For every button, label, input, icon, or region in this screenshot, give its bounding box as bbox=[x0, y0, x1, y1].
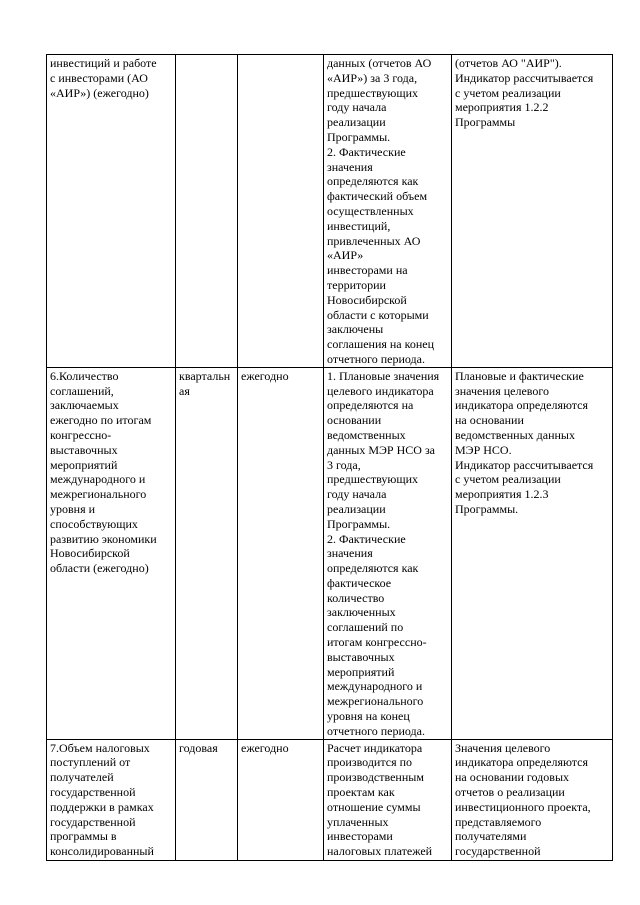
indicator-table bbox=[46, 54, 613, 861]
table-row bbox=[47, 367, 613, 739]
indicator-cell: 6.Количество соглашений, заключаемых ежегодно по итогам конгрессно- выставочных мероприятий международного и межрегионального уровня и способствующих развитию экономики Новосибирской области (ежегодно) bbox=[47, 367, 176, 739]
indicator-cell: 7.Объем налоговых поступлений от получателей государственной поддержки в рамках государственной программы в консолидированный bbox=[47, 739, 176, 860]
method-cell: данных (отчетов АО «АИР») за 3 года, предшествующих году начала реализации Программы. 2. Фактические значения определяются как фактический объем осуществленных инвестиций, привлеченных АО «АИР» инвесторами на территории Новосибирской области с которыми заключены соглашения на конец отчетного периода. bbox=[324, 55, 452, 368]
frequency-cell: ежегодно bbox=[238, 367, 324, 739]
period-cell: квартальн ая bbox=[176, 367, 238, 739]
method-cell: 1. Плановые значения целевого индикатора определяются на основании ведомственных данных МЭР НСО за 3 года, предшествующих году начала реализации Программы. 2. Фактические значения определяются как фактическое количество заключенных соглашений по итогам конгрессно- выставочных мероприятий международного и межрегионального уровня на конец отчетного периода. bbox=[324, 367, 452, 739]
source-cell: (отчетов АО "АИР"). Индикатор рассчитывается с учетом реализации мероприятия 1.2.2 Программы bbox=[452, 55, 613, 368]
period-cell bbox=[176, 55, 238, 368]
indicator-cell: инвестиций и работе с инвесторами (АО «АИР») (ежегодно) bbox=[47, 55, 176, 368]
table-row bbox=[47, 739, 613, 860]
source-cell: Значения целевого индикатора определяются на основании годовых отчетов о реализации инвестиционного проекта, представляемого получателями государственной bbox=[452, 739, 613, 860]
period-cell: годовая bbox=[176, 739, 238, 860]
method-cell: Расчет индикатора производится по производственным проектам как отношение суммы уплаченных инвесторами налоговых платежей bbox=[324, 739, 452, 860]
source-cell: Плановые и фактические значения целевого индикатора определяются на основании ведомственных данных МЭР НСО. Индикатор рассчитывается с учетом реализации мероприятия 1.2.3 Программы. bbox=[452, 367, 613, 739]
table-row bbox=[47, 55, 613, 368]
frequency-cell bbox=[238, 55, 324, 368]
frequency-cell: ежегодно bbox=[238, 739, 324, 860]
